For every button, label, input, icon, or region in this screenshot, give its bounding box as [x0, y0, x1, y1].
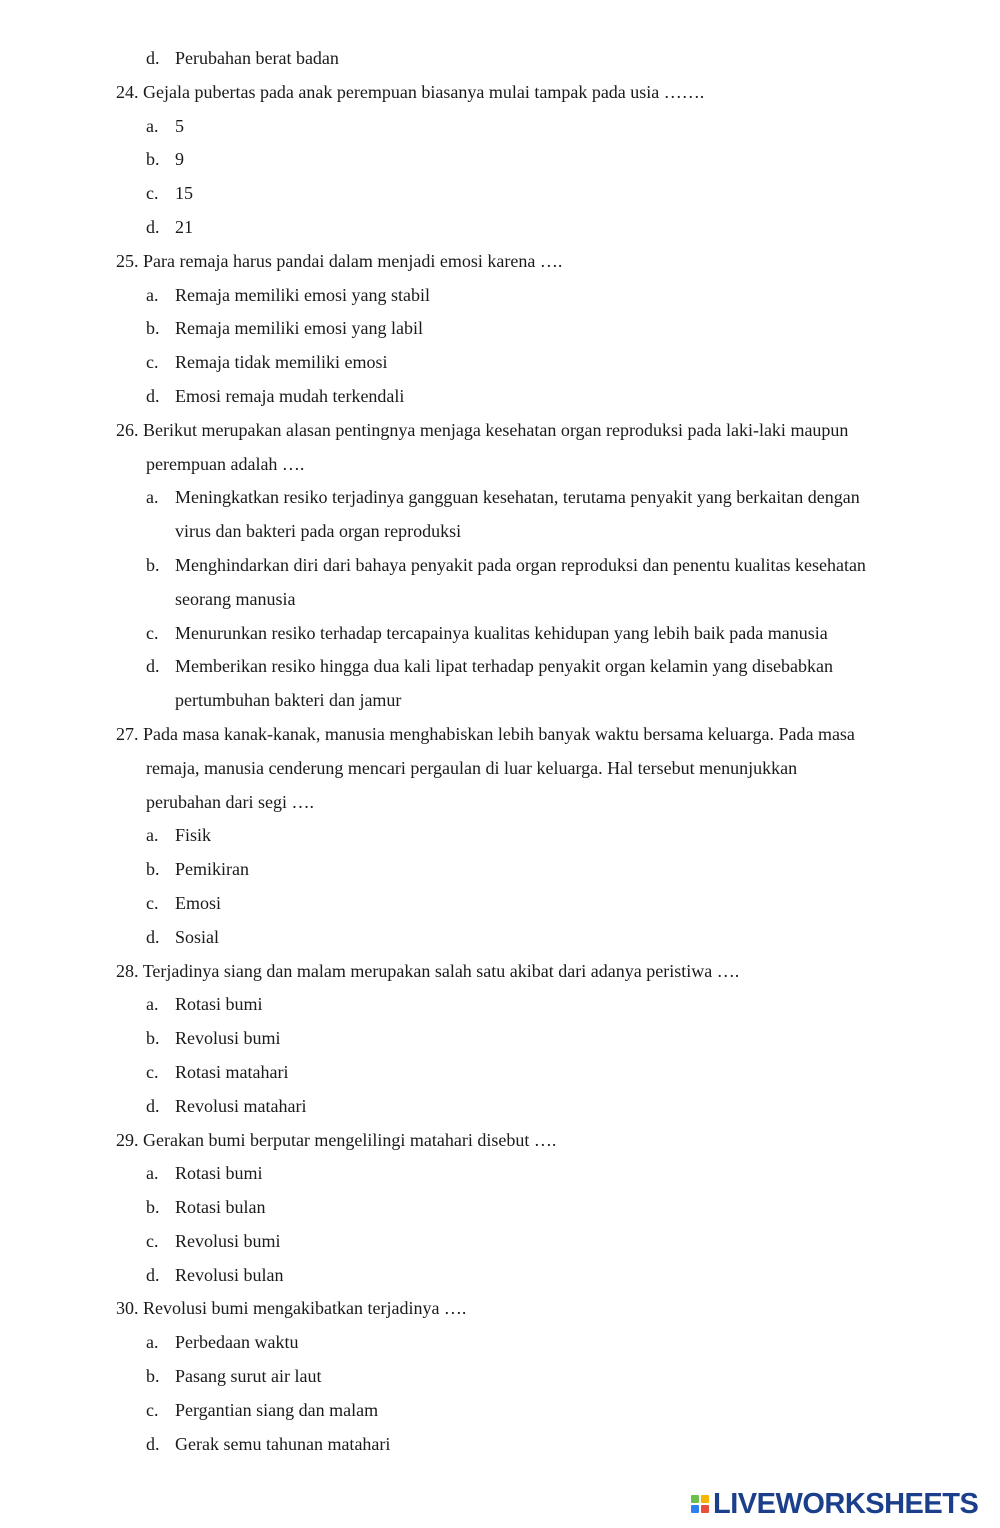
option-text: Remaja memiliki emosi yang stabil — [175, 284, 430, 305]
question-number: 27. — [116, 723, 139, 744]
question-text — [0, 1292, 1000, 1326]
option-text: Menurunkan resiko terhadap tercapainya kualitas kehidupan yang lebih baik pada manusia — [175, 622, 828, 643]
option-text: virus dan bakteri pada organ reproduksi — [175, 521, 462, 542]
option-text: Memberikan resiko hingga dua kali lipat terhadap penyakit organ kelamin yang disebabkan — [175, 656, 833, 677]
option-text: Menghindarkan diri dari bahaya penyakit pada organ reproduksi dan penentu kualitas kesehatan — [175, 554, 866, 575]
question-line: perempuan adalah …. — [146, 453, 305, 474]
answer-option — [0, 279, 1000, 313]
option-letter: d. — [146, 48, 160, 68]
answer-option — [0, 110, 1000, 144]
liveworksheets-logo — [691, 1487, 978, 1521]
option-letter: c. — [146, 352, 159, 373]
question-text — [0, 414, 1000, 448]
question-number: 24. — [116, 81, 139, 102]
answer-option — [0, 1056, 1000, 1090]
question-line: Para remaja harus pandai dalam menjadi emosi karena …. — [143, 250, 563, 271]
question-number: 25. — [116, 250, 139, 271]
question-text — [0, 76, 1000, 110]
option-letter: c. — [146, 1061, 159, 1082]
option-text: Sosial — [175, 926, 220, 947]
question-line: Gerakan bumi berputar mengelilingi matahari disebut …. — [143, 1129, 557, 1150]
option-letter: b. — [146, 1197, 160, 1218]
option-text: Emosi remaja mudah terkendali — [175, 385, 405, 406]
option-text: Revolusi bumi — [175, 1230, 281, 1251]
option-letter: b. — [146, 318, 160, 339]
question-block — [0, 76, 1000, 245]
option-text: Pergantian siang dan malam — [175, 1399, 379, 1420]
option-letter: a. — [146, 115, 159, 136]
answer-option — [0, 1157, 1000, 1191]
option-text: Perubahan berat badan — [175, 48, 339, 68]
option-text: Gerak semu tahunan matahari — [175, 1433, 391, 1454]
option-letter: c. — [146, 892, 159, 913]
option-text: Rotasi bumi — [175, 994, 263, 1015]
question-block — [0, 1292, 1000, 1461]
question-number: 30. — [116, 1298, 139, 1319]
option-letter: a. — [146, 1332, 159, 1353]
logo-text: LIVEWORKSHEETS — [713, 1487, 979, 1520]
answer-option — [0, 481, 1000, 515]
question-block — [0, 718, 1000, 955]
option-letter: b. — [146, 859, 160, 880]
answer-option — [0, 211, 1000, 245]
option-text: Rotasi bulan — [175, 1197, 266, 1218]
liveworksheets-mark-icon — [691, 1495, 709, 1513]
question-block — [0, 245, 1000, 414]
option-text: pertumbuhan bakteri dan jamur — [175, 690, 402, 711]
question-line: remaja, manusia cenderung mencari pergaulan di luar keluarga. Hal tersebut menunjukkan — [146, 757, 798, 778]
question-number: 26. — [116, 419, 139, 440]
option-text: 15 — [175, 183, 193, 204]
question-number: 29. — [116, 1129, 139, 1150]
answer-option — [0, 1022, 1000, 1056]
option-letter: c. — [146, 622, 159, 643]
question-block — [0, 414, 1000, 718]
answer-option — [0, 1326, 1000, 1360]
option-text: seorang manusia — [175, 588, 296, 609]
question-line: Gejala pubertas pada anak perempuan biasanya mulai tampak pada usia ……. — [143, 81, 705, 102]
answer-option — [0, 887, 1000, 921]
question-block — [0, 955, 1000, 1124]
answer-option — [0, 177, 1000, 211]
question-block — [0, 1124, 1000, 1293]
option-letter: c. — [146, 1399, 159, 1420]
question-line: Terjadinya siang dan malam merupakan salah satu akibat dari adanya peristiwa …. — [142, 960, 740, 981]
logo-square — [701, 1495, 709, 1503]
question-line: Berikut merupakan alasan pentingnya menjaga kesehatan organ reproduksi pada laki-laki maupun — [143, 419, 849, 440]
question-line: Revolusi bumi mengakibatkan terjadinya …. — [143, 1298, 467, 1319]
option-letter: d. — [146, 926, 160, 947]
option-letter: c. — [146, 1230, 159, 1251]
option-text: 21 — [175, 216, 193, 237]
option-text: Rotasi matahari — [175, 1061, 289, 1082]
option-text: Revolusi bulan — [175, 1264, 284, 1285]
option-text: 9 — [175, 149, 184, 170]
worksheet-page — [0, 42, 1000, 1461]
answer-option — [0, 1090, 1000, 1124]
answer-option — [0, 1259, 1000, 1293]
option-text: Emosi — [175, 892, 222, 913]
option-letter: b. — [146, 1028, 160, 1049]
answer-option — [0, 1360, 1000, 1394]
answer-option — [0, 143, 1000, 177]
option-letter: d. — [146, 385, 160, 406]
option-text: Perbedaan waktu — [175, 1332, 299, 1353]
question-text — [0, 245, 1000, 279]
question-text-continued — [0, 448, 1000, 482]
option-letter: a. — [146, 284, 159, 305]
question-text-continued — [0, 752, 1000, 786]
question-text — [0, 718, 1000, 752]
question-text-continued — [0, 786, 1000, 820]
question-text — [0, 1124, 1000, 1158]
option-letter: a. — [146, 487, 159, 508]
option-text: Pasang surut air laut — [175, 1366, 322, 1387]
option-letter: a. — [146, 825, 159, 846]
option-text: Revolusi matahari — [175, 1095, 307, 1116]
answer-option — [0, 1225, 1000, 1259]
answer-option — [0, 1428, 1000, 1462]
answer-option — [0, 650, 1000, 684]
answer-option — [0, 853, 1000, 887]
logo-square — [691, 1495, 699, 1503]
answer-option — [0, 921, 1000, 955]
question-line: perubahan dari segi …. — [146, 791, 314, 812]
option-letter: c. — [146, 183, 159, 204]
option-letter: d. — [146, 216, 160, 237]
answer-option — [0, 549, 1000, 583]
answer-option-continued — [0, 583, 1000, 617]
option-letter: b. — [146, 149, 160, 170]
answer-option — [0, 380, 1000, 414]
carryover-option — [0, 42, 1000, 76]
option-letter: d. — [146, 656, 160, 677]
question-number: 28. — [116, 960, 139, 981]
option-letter: b. — [146, 1366, 160, 1387]
answer-option — [0, 988, 1000, 1022]
answer-option-continued — [0, 515, 1000, 549]
option-text: Fisik — [175, 825, 212, 846]
answer-option — [0, 312, 1000, 346]
option-letter: d. — [146, 1264, 160, 1285]
option-text: 5 — [175, 115, 184, 136]
question-list — [0, 76, 1000, 1462]
option-letter: d. — [146, 1095, 160, 1116]
option-letter: d. — [146, 1433, 160, 1454]
option-text: Rotasi bumi — [175, 1163, 263, 1184]
answer-option — [0, 346, 1000, 380]
option-letter: a. — [146, 1163, 159, 1184]
option-text: Remaja memiliki emosi yang labil — [175, 318, 423, 339]
question-text — [0, 955, 1000, 989]
answer-option — [0, 1191, 1000, 1225]
answer-option — [0, 1394, 1000, 1428]
option-letter: a. — [146, 994, 159, 1015]
logo-square — [701, 1505, 709, 1513]
answer-option — [0, 617, 1000, 651]
option-text: Meningkatkan resiko terjadinya gangguan kesehatan, terutama penyakit yang berkaitan dengan — [175, 487, 860, 508]
option-text: Revolusi bumi — [175, 1028, 281, 1049]
answer-option — [0, 819, 1000, 853]
question-line: Pada masa kanak-kanak, manusia menghabiskan lebih banyak waktu bersama keluarga. Pada masa — [143, 723, 855, 744]
option-text: Remaja tidak memiliki emosi — [175, 352, 388, 373]
logo-square — [691, 1505, 699, 1513]
option-letter: b. — [146, 554, 160, 575]
option-text: Pemikiran — [175, 859, 249, 880]
answer-option-continued — [0, 684, 1000, 718]
